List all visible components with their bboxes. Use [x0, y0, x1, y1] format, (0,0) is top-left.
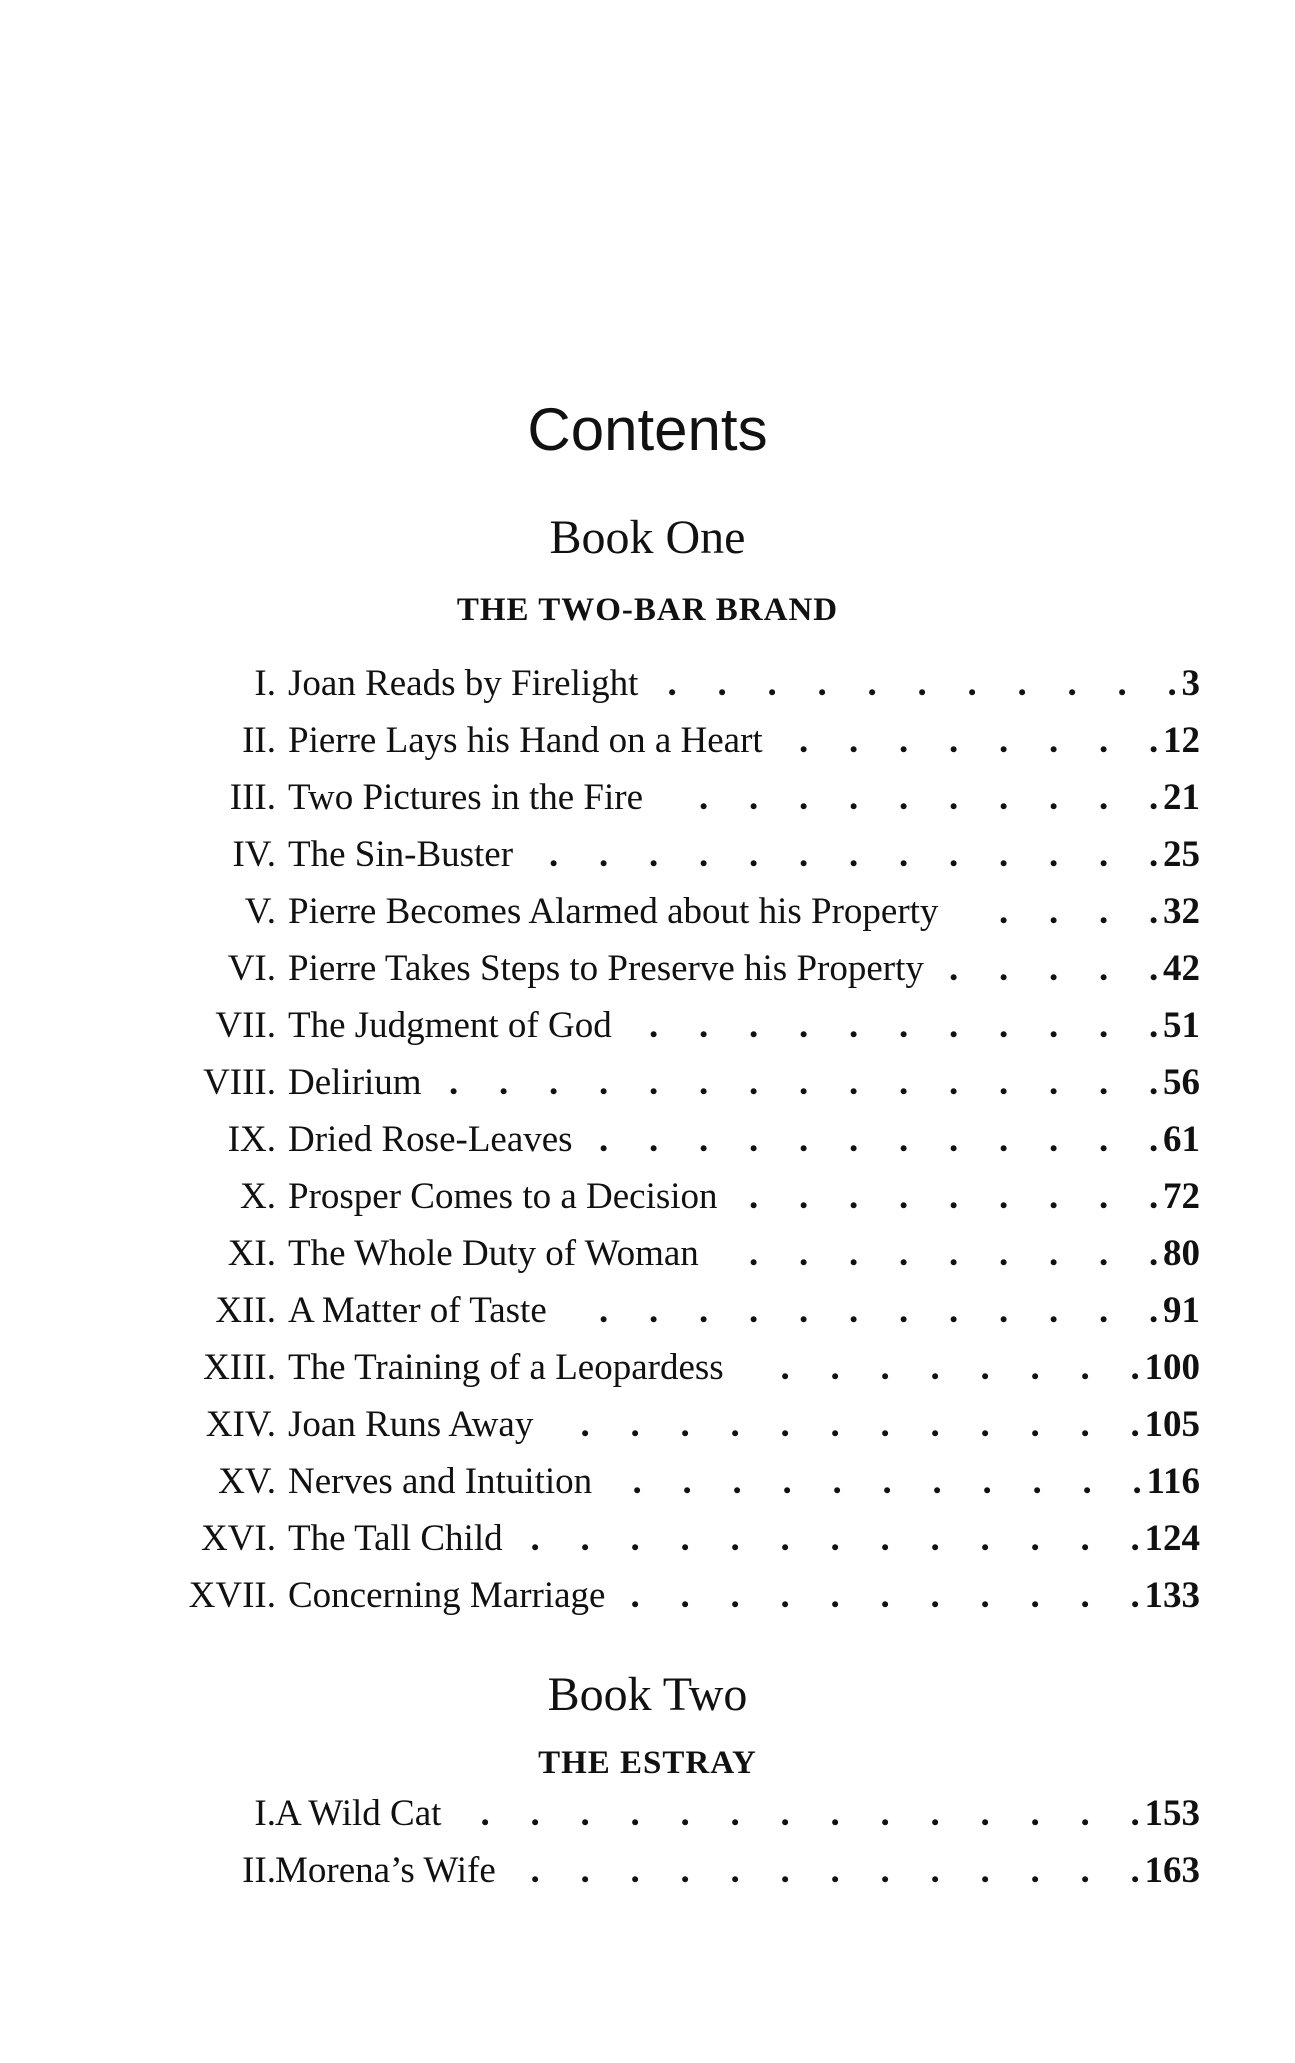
book-one-heading: Book One [549, 511, 746, 564]
leader-dot: . [680, 1518, 690, 1559]
chapter-title[interactable]: Delirium [288, 1062, 422, 1103]
leader-dot: . [980, 1518, 990, 1559]
leader-dot: . [730, 1793, 740, 1834]
leader-dot: . [849, 1176, 859, 1217]
leader-dot: . [1130, 1347, 1140, 1388]
chapter-title[interactable]: Concerning Marriage [288, 1575, 606, 1616]
toc-entry[interactable] [0, 1339, 1295, 1396]
chapter-title[interactable]: Joan Runs Away [288, 1404, 534, 1445]
leader-dot: . [830, 1518, 840, 1559]
leader-dot: . [667, 663, 677, 704]
leader-dot: . [917, 663, 927, 704]
leader-dot: . [749, 834, 759, 875]
leader-dot: . [930, 1793, 940, 1834]
page-number: 61 [1163, 1119, 1200, 1160]
leader-dot: . [780, 1793, 790, 1834]
leader-dot: . [999, 1290, 1009, 1331]
leader-dot: . [1049, 1233, 1059, 1274]
leader-dot: . [767, 663, 777, 704]
page-number: 133 [1144, 1575, 1200, 1616]
leader-dot: . [1017, 663, 1027, 704]
leader-dot: . [730, 1850, 740, 1891]
leader-dot: . [1049, 1176, 1059, 1217]
leader-dot: . [630, 1404, 640, 1445]
leader-dot: . [799, 1290, 809, 1331]
leader-dot: . [982, 1461, 992, 1502]
leader-dot: . [899, 1176, 909, 1217]
leader-dot: . [530, 1518, 540, 1559]
leader-dot: . [1099, 834, 1109, 875]
leader-dot: . [682, 1461, 692, 1502]
leader-dot: . [649, 1290, 659, 1331]
leader-dot: . [1049, 1119, 1059, 1160]
leader-dot: . [680, 1793, 690, 1834]
leader-dot: . [780, 1518, 790, 1559]
chapter-number: XVII. [188, 1575, 276, 1616]
leader-dot: . [880, 1518, 890, 1559]
leader-dot: . [730, 1518, 740, 1559]
leader-dot: . [949, 777, 959, 818]
leader-dot: . [1130, 1518, 1140, 1559]
leader-dot: . [899, 1005, 909, 1046]
leader-dot: . [480, 1793, 490, 1834]
leader-dot: . [1030, 1347, 1040, 1388]
chapter-number: II. [242, 720, 276, 761]
leader-dot: . [1030, 1793, 1040, 1834]
leader-dot: . [1032, 1461, 1042, 1502]
toc-entry[interactable] [0, 1785, 1295, 1842]
leader-dot: . [980, 1404, 990, 1445]
leader-dot: . [830, 1575, 840, 1616]
leader-dot: . [867, 663, 877, 704]
chapter-title[interactable]: Pierre Takes Steps to Preserve his Property [288, 948, 924, 989]
chapter-title[interactable]: Morena’s Wife [275, 1850, 496, 1891]
leader-dot: . [530, 1793, 540, 1834]
leader-dot: . [930, 1575, 940, 1616]
leader-dot: . [799, 1233, 809, 1274]
leader-dot: . [1030, 1575, 1040, 1616]
leader-dot: . [849, 834, 859, 875]
page-number: 21 [1163, 777, 1200, 818]
leader-dot: . [880, 1575, 890, 1616]
leader-dot: . [1080, 1404, 1090, 1445]
page-number: 12 [1163, 720, 1200, 761]
chapter-number: XIV. [205, 1404, 276, 1445]
leader-dot: . [999, 1005, 1009, 1046]
chapter-number: X. [240, 1176, 276, 1217]
leader-dot: . [999, 948, 1009, 989]
chapter-number: I. [254, 1793, 276, 1834]
book-two-subtitle: THE ESTRAY [538, 1745, 757, 1781]
chapter-number: II. [242, 1850, 276, 1891]
leader-dot: . [799, 720, 809, 761]
leader-dot: . [949, 1062, 959, 1103]
leader-dot: . [632, 1461, 642, 1502]
leader-dot: . [1130, 1575, 1140, 1616]
leader-dot: . [699, 834, 709, 875]
leader-dot: . [649, 834, 659, 875]
leader-dot: . [780, 1575, 790, 1616]
leader-dot: . [1117, 663, 1127, 704]
chapter-number: I. [254, 663, 276, 704]
leader-dot: . [1149, 720, 1159, 761]
leader-dot: . [1149, 1233, 1159, 1274]
leader-dot: . [599, 1290, 609, 1331]
toc-entry[interactable] [0, 769, 1295, 826]
page-title: Contents [527, 396, 768, 463]
toc-entry[interactable] [0, 1453, 1295, 1510]
leader-dot: . [880, 1347, 890, 1388]
chapter-number: IX. [227, 1119, 276, 1160]
leader-dot: . [1030, 1404, 1040, 1445]
leader-dot: . [1099, 1290, 1109, 1331]
chapter-title[interactable]: The Sin-Buster [288, 834, 514, 875]
leader-dot: . [732, 1461, 742, 1502]
leader-dot: . [980, 1575, 990, 1616]
leader-dot: . [580, 1793, 590, 1834]
leader-dot: . [1149, 777, 1159, 818]
page-number: 116 [1146, 1461, 1200, 1502]
toc-entry[interactable] [0, 655, 1295, 712]
toc-entry[interactable] [0, 1111, 1295, 1168]
leader-dot: . [817, 663, 827, 704]
page-number: 32 [1163, 891, 1200, 932]
toc-entry[interactable] [0, 712, 1295, 769]
toc-entry[interactable] [0, 1282, 1295, 1339]
leader-dot: . [1099, 948, 1109, 989]
chapter-number: XII. [215, 1290, 276, 1331]
leader-dot: . [1080, 1850, 1090, 1891]
leader-dot: . [930, 1850, 940, 1891]
chapter-number: VIII. [203, 1062, 276, 1103]
leader-dot: . [680, 1850, 690, 1891]
leader-dot: . [599, 834, 609, 875]
page-number: 25 [1163, 834, 1200, 875]
leader-dot: . [799, 1005, 809, 1046]
leader-dot: . [1149, 1062, 1159, 1103]
leader-dot: . [880, 1404, 890, 1445]
toc-entry[interactable] [0, 940, 1295, 997]
toc-entry[interactable] [0, 1510, 1295, 1567]
leader-dot: . [630, 1850, 640, 1891]
leader-dot: . [1030, 1518, 1040, 1559]
leader-dot: . [1030, 1850, 1040, 1891]
leader-dot: . [680, 1404, 690, 1445]
leader-dot: . [832, 1461, 842, 1502]
leader-dot: . [580, 1404, 590, 1445]
leader-dot: . [899, 1062, 909, 1103]
leader-dot: . [599, 1119, 609, 1160]
leader-dot: . [782, 1461, 792, 1502]
leader-dot: . [880, 1850, 890, 1891]
leader-dot: . [1149, 948, 1159, 989]
leader-dot: . [849, 1290, 859, 1331]
leader-dot: . [1080, 1347, 1090, 1388]
leader-dot: . [1132, 1461, 1142, 1502]
leader-dot: . [799, 1176, 809, 1217]
leader-dot: . [967, 663, 977, 704]
leader-dot: . [1149, 1290, 1159, 1331]
leader-dot: . [949, 948, 959, 989]
book-one-subtitle: THE TWO-BAR BRAND [456, 592, 839, 628]
leader-dot: . [649, 1005, 659, 1046]
leader-dot: . [580, 1850, 590, 1891]
leader-dot: . [1082, 1461, 1092, 1502]
leader-dot: . [930, 1518, 940, 1559]
leader-dot: . [1099, 1119, 1109, 1160]
chapter-number: III. [229, 777, 276, 818]
leader-dot: . [717, 663, 727, 704]
leader-dot: . [1149, 1005, 1159, 1046]
leader-dot: . [1049, 1005, 1059, 1046]
leader-dot: . [999, 777, 1009, 818]
leader-dot: . [980, 1850, 990, 1891]
leader-dot: . [930, 1404, 940, 1445]
leader-dot: . [699, 1119, 709, 1160]
leader-dot: . [899, 777, 909, 818]
leader-dot: . [980, 1347, 990, 1388]
leader-dot: . [1080, 1518, 1090, 1559]
chapter-number: XV. [218, 1461, 276, 1502]
leader-dot: . [549, 834, 559, 875]
toc-entry[interactable] [0, 1168, 1295, 1225]
page-number: 124 [1144, 1518, 1200, 1559]
leader-dot: . [830, 1793, 840, 1834]
leader-dot: . [999, 1233, 1009, 1274]
leader-dot: . [780, 1404, 790, 1445]
leader-dot: . [1049, 1062, 1059, 1103]
chapter-number: XIII. [203, 1347, 276, 1388]
page-number: 153 [1144, 1793, 1200, 1834]
leader-dot: . [949, 720, 959, 761]
leader-dot: . [799, 1062, 809, 1103]
leader-dot: . [649, 1062, 659, 1103]
leader-dot: . [749, 1119, 759, 1160]
leader-dot: . [749, 1233, 759, 1274]
leader-dot: . [999, 891, 1009, 932]
leader-dot: . [930, 1347, 940, 1388]
page-number: 100 [1144, 1347, 1200, 1388]
leader-dot: . [849, 1233, 859, 1274]
leader-dot: . [649, 1119, 659, 1160]
leader-dot: . [899, 720, 909, 761]
book-two-toc-list [0, 1785, 1295, 1899]
leader-dot: . [499, 1062, 509, 1103]
leader-dot: . [1099, 1005, 1109, 1046]
chapter-number: VI. [227, 948, 276, 989]
leader-dot: . [699, 1290, 709, 1331]
leader-dot: . [949, 1290, 959, 1331]
page-number: 51 [1163, 1005, 1200, 1046]
leader-dot: . [999, 1176, 1009, 1217]
toc-entry[interactable] [0, 1054, 1295, 1111]
leader-dot: . [730, 1575, 740, 1616]
leader-dot: . [949, 1005, 959, 1046]
leader-dot: . [749, 1062, 759, 1103]
book-one-toc-list [0, 655, 1295, 1624]
leader-dot: . [1049, 1290, 1059, 1331]
chapter-number: IV. [232, 834, 276, 875]
leader-dot: . [699, 777, 709, 818]
leader-dot: . [1049, 777, 1059, 818]
leader-dot: . [849, 1005, 859, 1046]
page-number: 72 [1163, 1176, 1200, 1217]
page-number: 42 [1163, 948, 1200, 989]
leader-dot: . [680, 1575, 690, 1616]
page-number: 91 [1163, 1290, 1200, 1331]
page-number: 56 [1163, 1062, 1200, 1103]
chapter-title[interactable]: A Wild Cat [275, 1793, 442, 1834]
toc-entry[interactable] [0, 1396, 1295, 1453]
chapter-title[interactable]: The Whole Duty of Woman [288, 1233, 699, 1274]
page-number: 105 [1144, 1404, 1200, 1445]
chapter-number: XVI. [200, 1518, 276, 1559]
leader-dot: . [849, 1119, 859, 1160]
chapter-number: VII. [215, 1005, 276, 1046]
leader-dot: . [1049, 720, 1059, 761]
leader-dot: . [1149, 891, 1159, 932]
leader-dot: . [630, 1793, 640, 1834]
leader-dot: . [1149, 1119, 1159, 1160]
leader-dot: . [1099, 777, 1109, 818]
leader-dot: . [630, 1575, 640, 1616]
page-number: 163 [1144, 1850, 1200, 1891]
leader-dot: . [980, 1793, 990, 1834]
leader-dot: . [880, 1793, 890, 1834]
toc-entry[interactable] [0, 997, 1295, 1054]
leader-dot: . [1130, 1404, 1140, 1445]
toc-entry[interactable] [0, 1225, 1295, 1282]
toc-entry[interactable] [0, 826, 1295, 883]
leader-dot: . [830, 1347, 840, 1388]
leader-dot: . [749, 1005, 759, 1046]
chapter-title[interactable]: Nerves and Intuition [288, 1461, 593, 1502]
leader-dot: . [799, 1119, 809, 1160]
page-number: 3 [1181, 663, 1200, 704]
leader-dot: . [1130, 1850, 1140, 1891]
leader-dot: . [580, 1518, 590, 1559]
chapter-title[interactable]: The Judgment of God [288, 1005, 612, 1046]
leader-dot: . [882, 1461, 892, 1502]
toc-entry[interactable] [0, 1842, 1295, 1899]
leader-dot: . [949, 1119, 959, 1160]
leader-dot: . [1099, 720, 1109, 761]
leader-dot: . [1167, 663, 1177, 704]
leader-dot: . [630, 1518, 640, 1559]
leader-dot: . [849, 720, 859, 761]
leader-dot: . [799, 777, 809, 818]
chapter-title[interactable]: Joan Reads by Firelight [288, 663, 639, 704]
leader-dot: . [1099, 1062, 1109, 1103]
leader-dot: . [1080, 1575, 1090, 1616]
leader-dot: . [1080, 1793, 1090, 1834]
leader-dot: . [999, 1119, 1009, 1160]
leader-dot: . [780, 1850, 790, 1891]
leader-dot: . [799, 834, 809, 875]
leader-dot: . [780, 1347, 790, 1388]
leader-dot: . [699, 1062, 709, 1103]
leader-dot: . [1099, 1233, 1109, 1274]
leader-dot: . [699, 1005, 709, 1046]
chapter-title[interactable]: Dried Rose-Leaves [288, 1119, 573, 1160]
leader-dot: . [999, 834, 1009, 875]
leader-dot: . [1099, 891, 1109, 932]
leader-dot: . [849, 1062, 859, 1103]
leader-dot: . [849, 777, 859, 818]
leader-dot: . [549, 1062, 559, 1103]
leader-dot: . [899, 834, 909, 875]
book-two-heading: Book Two [547, 1668, 748, 1721]
leader-dot: . [449, 1062, 459, 1103]
chapter-title[interactable]: Two Pictures in the Fire [288, 777, 644, 818]
leader-dot: . [1099, 1176, 1109, 1217]
chapter-number: V. [244, 891, 276, 932]
toc-entry[interactable] [0, 1567, 1295, 1624]
leader-dot: . [749, 1290, 759, 1331]
chapter-title[interactable]: The Training of a Leopardess [288, 1347, 724, 1388]
chapter-number: XI. [227, 1233, 276, 1274]
leader-dot: . [1049, 834, 1059, 875]
leader-dot: . [999, 1062, 1009, 1103]
toc-entry[interactable] [0, 883, 1295, 940]
chapter-title[interactable]: Pierre Becomes Alarmed about his Property [288, 891, 939, 932]
leader-dot: . [899, 1119, 909, 1160]
leader-dot: . [932, 1461, 942, 1502]
chapter-title[interactable]: A Matter of Taste [288, 1290, 547, 1331]
leader-dot: . [899, 1233, 909, 1274]
leader-dot: . [1049, 948, 1059, 989]
page-number: 80 [1163, 1233, 1200, 1274]
leader-dot: . [530, 1850, 540, 1891]
leader-dot: . [749, 1176, 759, 1217]
chapter-title[interactable]: The Tall Child [288, 1518, 503, 1559]
leader-dot: . [749, 777, 759, 818]
leader-dot: . [899, 1290, 909, 1331]
leader-dot: . [1067, 663, 1077, 704]
chapter-title[interactable]: Pierre Lays his Hand on a Heart [288, 720, 763, 761]
leader-dot: . [830, 1850, 840, 1891]
leader-dot: . [830, 1404, 840, 1445]
leader-dot: . [949, 1233, 959, 1274]
leader-dot: . [999, 720, 1009, 761]
leader-dot: . [949, 834, 959, 875]
leader-dot: . [1130, 1793, 1140, 1834]
leader-dot: . [1149, 834, 1159, 875]
leader-dot: . [1149, 1176, 1159, 1217]
leader-dot: . [599, 1062, 609, 1103]
chapter-title[interactable]: Prosper Comes to a Decision [288, 1176, 718, 1217]
leader-dot: . [730, 1404, 740, 1445]
leader-dot: . [949, 1176, 959, 1217]
leader-dot: . [1049, 891, 1059, 932]
